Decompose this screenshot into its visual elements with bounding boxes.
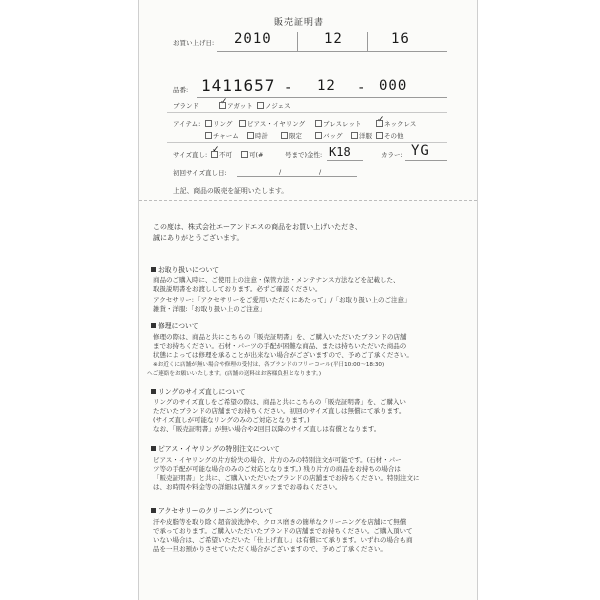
- section-text: で承っております。ご購入いただいたブランドの店舗までお持ちください。ご購入頂いて: [153, 527, 413, 535]
- product-number-underline: [197, 97, 447, 98]
- date-divider: [297, 32, 298, 52]
- item-option[interactable]: その他: [376, 131, 404, 140]
- section-text: 「販売証明書」と共に、ご購入いただいたブランドの店舗までお持ちください。特別注文に: [153, 474, 420, 482]
- product-number-label: 品番:: [173, 86, 189, 94]
- size-adjust-label: サイズ直し:: [173, 151, 208, 159]
- brand-option[interactable]: アガット: [219, 101, 253, 110]
- section-text: 商品のご購入時に、ご使用上の注意・保管方法・メンテナンス方法などを記載した、: [153, 276, 400, 284]
- greeting-line: この度は、株式会社エーアンドエスの商品をお買い上げいただき、: [153, 223, 362, 231]
- section-text: 取扱説明書をお渡ししております。必ずご確認ください。: [153, 285, 322, 293]
- brand-option[interactable]: ノジェス: [257, 101, 291, 110]
- perforation-line: [139, 200, 477, 201]
- purchase-year: 2010: [234, 31, 272, 47]
- color-value: YG: [411, 143, 430, 159]
- item-option[interactable]: ブレスレット: [315, 119, 361, 128]
- color-underline: [405, 160, 447, 161]
- section-text: へご連絡をお願いいたします。(店舗の送料はお客様負担となります。): [147, 371, 322, 377]
- metal-underline: [327, 160, 363, 161]
- sales-certificate: [138, 0, 478, 600]
- color-label: カラー:: [381, 151, 403, 159]
- section-heading-handling: お取り扱いについて: [151, 264, 219, 274]
- section-heading-cleaning: アクセサリーのクリーニングについて: [151, 505, 273, 515]
- section-text: 雑貨・洋服:「お取り扱い上のご注意」: [153, 305, 266, 313]
- section-text: 修理の際は、商品と共にこちらの「販売証明書」を、ご購入いただいたブランドの店舗: [153, 333, 407, 341]
- size-adjust-no[interactable]: 不可: [211, 150, 232, 159]
- section-text: ※お近くに店舗が無い場合や修理の受付は、各ブランドのフリーコール(平日10:00〜18:30): [153, 362, 385, 368]
- first-size-adjust-label: 初回サイズ直し日:: [173, 169, 227, 177]
- first-size-sep: /: [319, 168, 322, 176]
- section-text: までお持ちください。石材・パーツの手配が困難な商品、または持ちいただいた商品の: [153, 342, 407, 350]
- section-heading-ring-size: リングのサイズ直しについて: [151, 386, 246, 396]
- greeting-line: 誠にありがとうございます。: [153, 234, 244, 242]
- section-text: 汗や皮脂等を取り除く超音波洗浄や、クロス磨きの簡単なクリーニングを店舗にて無償: [153, 518, 407, 526]
- purchase-month: 12: [324, 31, 343, 47]
- item-option[interactable]: バッグ: [315, 131, 343, 140]
- section-heading-repair: 修理について: [151, 320, 199, 330]
- section-text: (サイズ直しが可能なリングのみのご対応となります。): [153, 416, 310, 424]
- item-option[interactable]: チャーム: [205, 131, 239, 140]
- divider: [167, 142, 447, 143]
- section-text: ツ等の手配が可能な場合のみのご対応となります。) 残り片方の商品をお持ちの場合は: [153, 465, 401, 473]
- item-option[interactable]: ネックレス: [376, 119, 416, 128]
- section-text: 品を一旦お預かりさせていただく場合がございますので、予めご了承ください。: [153, 545, 387, 553]
- section-text: なお、「販売証明書」が無い場合や2回目以降のサイズ直しは有償となります。: [153, 425, 381, 433]
- date-underline: [217, 51, 447, 52]
- section-text: ピアス・イヤリングの片方紛失の場合、片方のみの特別注文が可能です。(石材・パー: [153, 456, 402, 464]
- item-label: アイテム:: [173, 120, 201, 128]
- section-text: 状態によっては修理を承ることが出来ない場合がございますので、予めご了承ください。: [153, 351, 413, 359]
- checkmark-icon: ✓: [377, 115, 385, 125]
- first-size-sep: /: [279, 168, 282, 176]
- certificate-title: 販売証明書: [274, 18, 325, 28]
- product-number-part1: 1411657: [201, 76, 276, 95]
- metal-value: K18: [329, 145, 351, 159]
- brand-label: ブランド: [173, 102, 199, 110]
- certify-text: 上記、商品の販売を証明いたします。: [173, 187, 289, 195]
- purchase-day: 16: [391, 31, 410, 47]
- section-text: いない場合は、ご希望いただいた「仕上げ直し」は有償にて承ります。いずれの場合も商: [153, 536, 413, 544]
- first-size-underline: [237, 176, 357, 177]
- item-option[interactable]: リング: [205, 119, 232, 128]
- purchase-date-label: お買い上げ日:: [173, 39, 215, 47]
- divider: [167, 112, 447, 113]
- metal-label: 金性:: [307, 151, 323, 159]
- size-limit-label: 号まで): [285, 151, 308, 159]
- product-number-dash: -: [357, 80, 367, 96]
- size-adjust-yes[interactable]: 可(#: [241, 150, 263, 159]
- item-option[interactable]: ピアス・イヤリング: [239, 119, 305, 128]
- section-text: は、お時間や料金等の詳細は店舗スタッフまでお尋ねください。: [153, 483, 342, 491]
- section-text: アクセサリー:「アクセサリーをご愛用いただくにあたって」/「お取り扱い上のご注意」: [153, 296, 411, 304]
- product-number-part3: 000: [379, 78, 408, 94]
- section-text: リングのサイズ直しをご希望の際は、商品と共にこちらの「販売証明書」を、ご購入い: [153, 398, 406, 406]
- checkmark-icon: ✓: [212, 145, 220, 155]
- section-text: ただいたブランドの店舗までお持ちください。初回のサイズ直しは無償にて承ります。: [153, 407, 406, 415]
- product-number-part2: 12: [317, 78, 336, 94]
- product-number-dash: -: [284, 80, 294, 96]
- item-option[interactable]: 時計: [247, 131, 268, 140]
- section-heading-earring-order: ピアス・イヤリングの特別注文について: [151, 443, 280, 453]
- item-option[interactable]: 洋服: [351, 131, 372, 140]
- date-divider: [367, 32, 368, 52]
- checkmark-icon: ✓: [220, 97, 228, 107]
- item-option[interactable]: 限定: [281, 131, 302, 140]
